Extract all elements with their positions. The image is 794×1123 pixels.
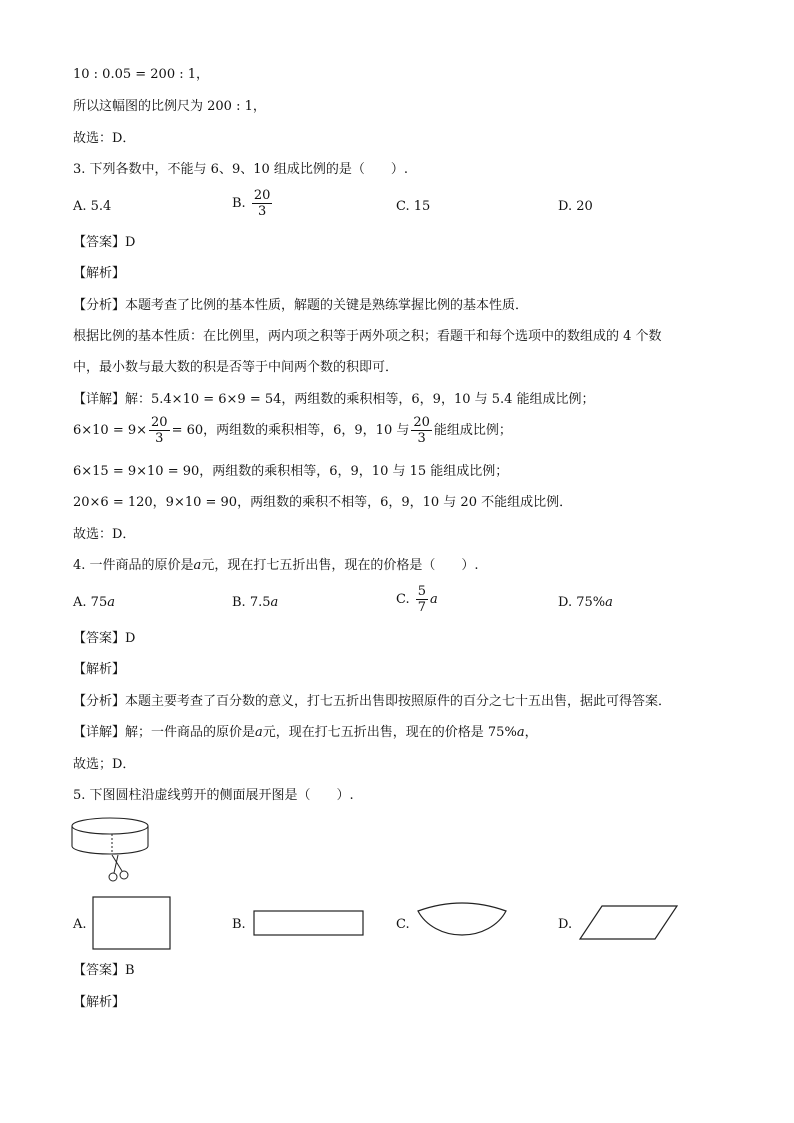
q4-option-b — [232, 594, 278, 612]
q3-detail-line-1: 【详解】解：5.4×10 = 6×9 = 54，两组数的乘积相等，6，9，10 与 5.4 能组成比例； — [73, 392, 595, 407]
solution-line-ratio: 10 : 0.05 = 200 : 1， — [73, 67, 210, 82]
cylinder-figure — [70, 815, 154, 887]
q3-analysis-line-2: 中，最小数与最大数的积是否等于中间两个数的积即可． — [73, 360, 399, 375]
q3-detail-line-2-part-b: = 60，两组数的乘积相等，6，9，10 与 — [171, 423, 410, 438]
q5-answer: 【答案】B — [73, 963, 135, 978]
fraction-denominator: 3 — [155, 431, 164, 446]
q4-option-d-variable: a — [605, 595, 613, 610]
q4-detail-part-a: 【详解】解；一件商品的原价是 — [73, 725, 256, 740]
q4-stem-part-a: 4. 一件商品的原价是 — [73, 558, 194, 573]
question-3-stem: 3. 下列各数中，不能与 6、9、10 组成比例的是（ ）. — [73, 162, 409, 177]
q4-option-a-variable: a — [107, 595, 115, 610]
fraction-denominator: 3 — [257, 204, 267, 219]
q3-option-b-label: B. — [232, 196, 246, 211]
q5-option-a-label: A. — [73, 917, 87, 932]
q4-option-b-variable: a — [270, 595, 279, 610]
q5-option-b-label: B. — [232, 917, 246, 932]
q3-detail-line-4: 20×6 = 120，9×10 = 90，两组数的乘积不相等，6，9，10 与 20 不能组成比例． — [73, 495, 573, 510]
q3-detail-line-2-part-c: 能组成比例； — [433, 423, 512, 438]
fraction-numerator: 20 — [413, 415, 430, 430]
q4-option-a-label: A. — [73, 595, 87, 610]
q4-detail-part-b: 元，现在打七五折出售，现在的价格是 75% — [262, 725, 517, 740]
fraction-denominator: 3 — [417, 431, 426, 446]
q5-option-c-label: C. — [396, 917, 410, 932]
fraction-numerator: 5 — [417, 584, 427, 599]
q4-option-b-label: B. — [232, 595, 246, 610]
q3-detail-fraction-2 — [411, 415, 432, 446]
q3-analysis-line-1: 根据比例的基本性质：在比例里，两内项之积等于两外项之积；看题干和每个选项中的数组成的 4 个数 — [73, 329, 662, 344]
solution-line-choice: 故选：D． — [73, 131, 136, 146]
q4-option-d-value: 75% — [576, 595, 606, 610]
q4-stem-variable: a — [193, 558, 202, 573]
q3-option-a: A. 5.4 — [73, 199, 112, 214]
q4-option-c-fraction — [416, 584, 428, 615]
q3-conclusion: 故选：D． — [73, 527, 136, 542]
q5-option-d-label: D. — [558, 917, 573, 932]
q4-detail-part-c: ， — [524, 725, 538, 740]
q3-explanation-heading: 【解析】 — [73, 266, 126, 281]
fraction-numerator: 20 — [151, 415, 168, 430]
q4-analysis: 【分析】本题主要考查了百分数的意义，打七五折出售即按照原件的百分之七十五出售，据此可得答案． — [73, 694, 672, 709]
q5-explanation-heading: 【解析】 — [73, 995, 126, 1010]
q4-option-c-label: C. — [396, 592, 410, 607]
scissors-icon — [109, 855, 128, 881]
q5-option-a-rectangle — [92, 896, 172, 951]
q3-option-b-fraction — [252, 188, 273, 219]
q4-explanation-heading: 【解析】 — [73, 662, 126, 677]
q3-detail-line-2-part-a: 6×10 = 9× — [73, 423, 148, 438]
question-5-stem: 5. 下图圆柱沿虚线剪开的侧面展开图是（ ）. — [73, 788, 354, 803]
q3-answer: 【答案】D — [73, 235, 136, 250]
q5-option-d-parallelogram — [578, 904, 680, 942]
q4-detail-variable-1: a — [255, 725, 263, 740]
q3-analysis: 【分析】本题考查了比例的基本性质，解题的关键是熟练掌握比例的基本性质． — [73, 298, 529, 313]
q4-option-d — [558, 594, 613, 612]
q5-option-b-long-rectangle — [253, 910, 365, 938]
q4-detail-variable-2: a — [516, 725, 525, 740]
q4-option-d-label: D. — [558, 595, 573, 610]
fraction-denominator: 7 — [417, 600, 427, 615]
q3-detail-line-2 — [73, 415, 512, 446]
q3-detail-fraction-1 — [149, 415, 170, 446]
q4-option-c — [396, 584, 438, 615]
question-4-stem — [73, 557, 478, 575]
solution-line-scale: 所以这幅图的比例尺为 200 : 1， — [73, 99, 266, 114]
q4-option-c-variable: a — [430, 592, 438, 607]
q3-detail-line-3: 6×15 = 9×10 = 90，两组数的乘积相等，6，9，10 与 15 能组成比例； — [73, 464, 509, 479]
q4-option-a — [73, 594, 115, 612]
q4-option-a-value: 75 — [90, 595, 108, 610]
q3-option-c: C. 15 — [396, 199, 431, 214]
q3-option-d: D. 20 — [558, 199, 593, 214]
q3-option-b — [232, 188, 274, 219]
q4-conclusion: 故选；D． — [73, 757, 136, 772]
q4-option-b-value: 7.5 — [249, 595, 271, 610]
q5-option-c-sector — [414, 899, 510, 949]
q4-answer: 【答案】D — [73, 631, 136, 646]
q4-detail — [73, 724, 538, 742]
q4-stem-part-b: 元，现在打七五折出售，现在的价格是（ ）. — [201, 558, 479, 573]
fraction-numerator: 20 — [253, 188, 271, 203]
